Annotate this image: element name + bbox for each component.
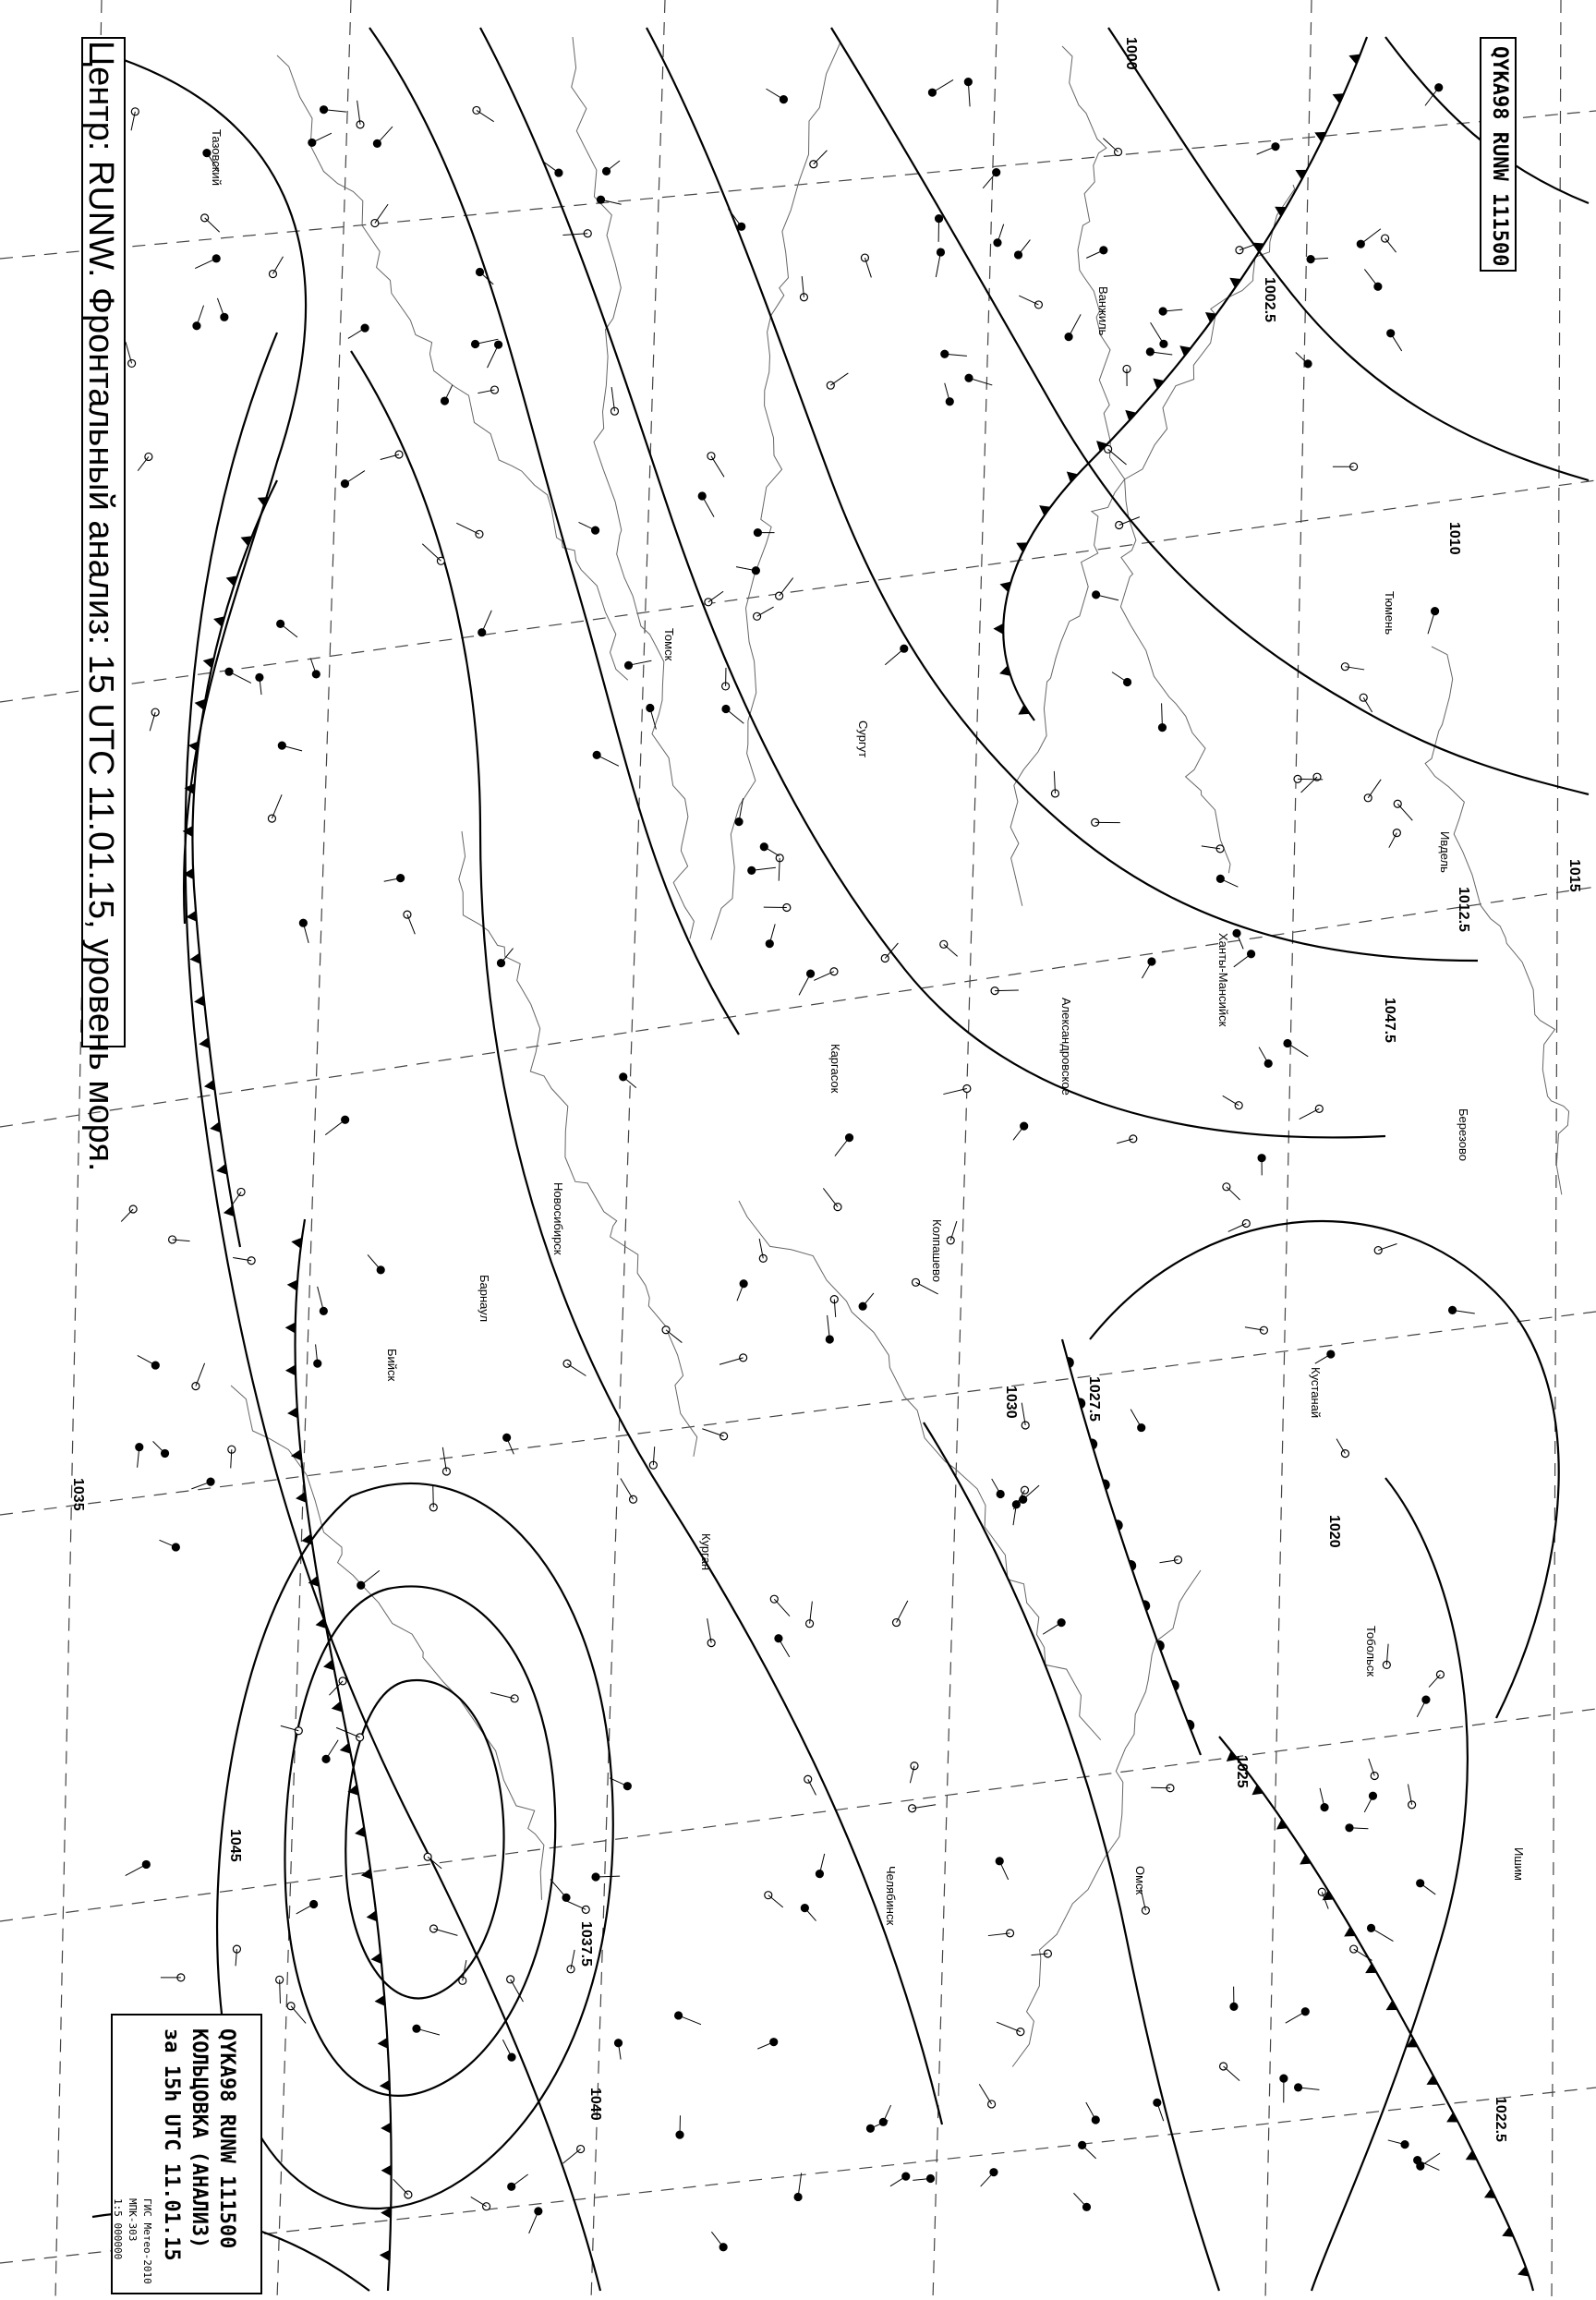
legend-line-4: ГИС Метео-2010: [141, 2198, 153, 2284]
wind-barb: [1298, 779, 1323, 780]
isobar-label: 1012.5: [1456, 887, 1471, 932]
place-label: Кустанай: [1309, 1367, 1323, 1419]
place-label: Ивдель: [1438, 831, 1452, 873]
isobar-label: 1037.5: [578, 1921, 594, 1967]
place-label: Ванжиль: [1096, 286, 1110, 336]
place-label: Омск: [1133, 1866, 1147, 1895]
isobar-label: 1030: [1003, 1386, 1019, 1419]
wind-barb: [433, 1484, 434, 1507]
isobar-label: 1015: [1566, 859, 1582, 892]
isobar-label: 1020: [1326, 1515, 1342, 1548]
legend-line-2: КОЛЬЦОВКА (АНАЛИЗ): [187, 2028, 211, 2249]
isobar-label: 1025: [1234, 1755, 1250, 1788]
place-label: Новосибирск: [551, 1182, 565, 1255]
isobar-label: 1027.5: [1086, 1376, 1102, 1422]
legend-line-1: QYKA98 RUNW 111500: [215, 2028, 238, 2249]
place-label: Александровское: [1059, 998, 1073, 1096]
place-label: Березово: [1457, 1108, 1470, 1161]
place-label: Барнаул: [478, 1275, 491, 1323]
place-label: Ишим: [1512, 1847, 1526, 1881]
wind-barb: [1151, 1787, 1170, 1788]
place-label: Каргасок: [828, 1044, 842, 1094]
legend-line-3: за 15h UTC 11.01.15: [160, 2028, 183, 2261]
place-label: Бийск: [385, 1349, 399, 1382]
isobar-label: 1035: [70, 1478, 86, 1511]
isobar-label: 1040: [587, 2088, 603, 2121]
isobar-label: 1010: [1446, 522, 1462, 555]
isobar-label: 1045: [227, 1829, 243, 1862]
legend-line-5: МПК-303: [127, 2198, 139, 2242]
wind-barb: [995, 990, 1019, 991]
place-label: Курган: [699, 1533, 713, 1571]
place-label: Ханты-Мансийск: [1216, 933, 1230, 1027]
chart-code: QYKA98 RUNW 111500: [1488, 46, 1511, 267]
isobar-label: 1022.5: [1493, 2097, 1508, 2142]
place-label: Тазовский: [210, 129, 224, 186]
place-label: Тобольск: [1364, 1626, 1378, 1677]
place-label: Челябинск: [884, 1866, 898, 1926]
place-label: Сургут: [856, 720, 870, 758]
legend-frame: [111, 2014, 262, 2294]
isobar-label: 1002.5: [1262, 277, 1277, 322]
place-label: Томск: [662, 628, 676, 661]
place-label: Тюмень: [1383, 591, 1396, 636]
isobar-label: 1047.5: [1382, 998, 1397, 1043]
isobar-label: 1000: [1123, 37, 1139, 70]
map-title: Центр: RUNW. Фронтальный анализ: 15 UTC 11.01.15, уровень моря.: [81, 41, 120, 1172]
legend-line-6: 1:5 000000: [112, 2198, 124, 2260]
place-label: Колпашево: [930, 1219, 944, 1283]
